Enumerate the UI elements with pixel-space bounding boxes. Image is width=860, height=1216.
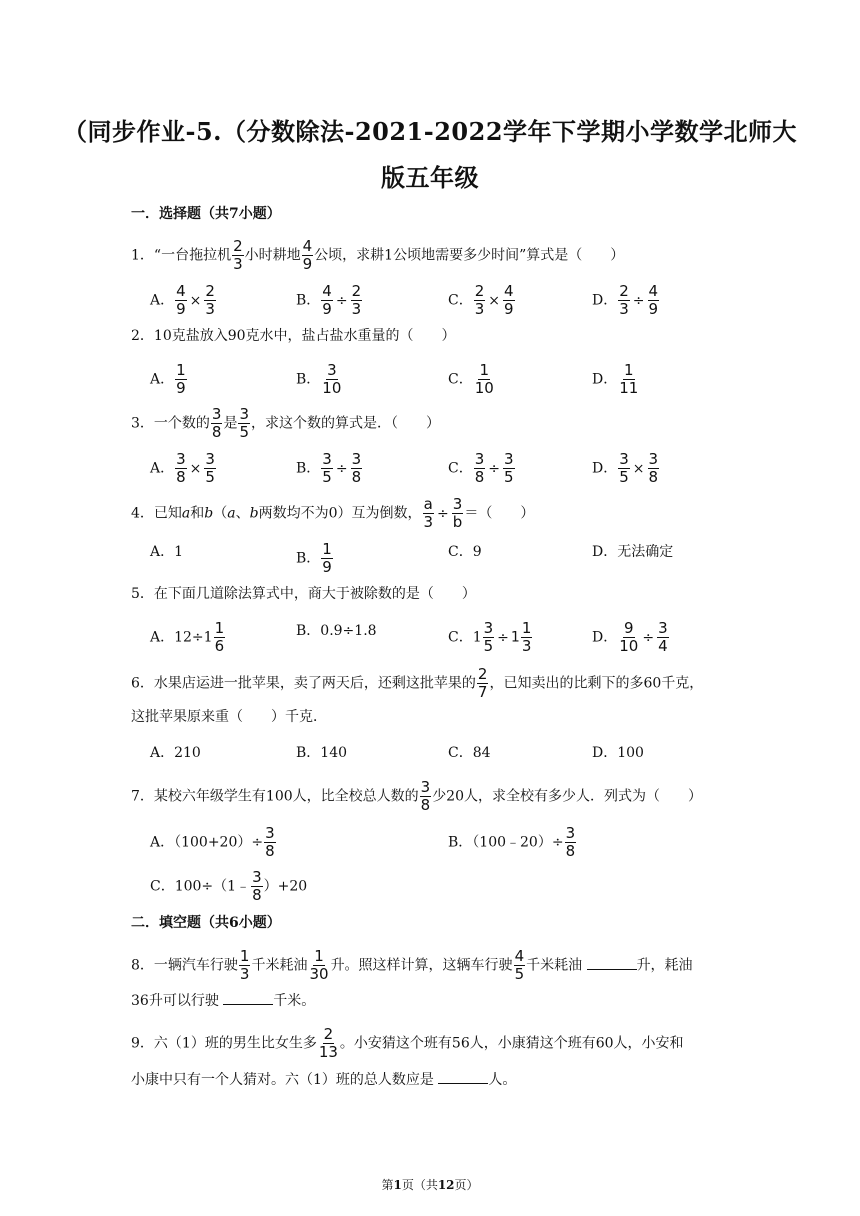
question-9-line2: 小康中只有一个人猜对。六（1）班的总人数应是 人。 <box>131 1069 516 1090</box>
answer-blank[interactable] <box>438 1069 488 1084</box>
option-6c: C．84 <box>448 745 491 761</box>
option-3b: B． $\frac{3}{5}$ ÷ $\frac{3}{8}$ <box>296 450 362 486</box>
section-heading-choice: 一．选择题（共7小题） <box>131 206 281 222</box>
answer-blank[interactable] <box>223 990 273 1005</box>
page-title-line1: （同步作业-5.（分数除法-2021-2022学年下学期小学数学北师大 <box>62 117 798 146</box>
question-2: 2．10克盐放入90克水中，盐占盐水重量的（ ） <box>131 328 456 344</box>
option-7c: C．100÷（1﹣ $\frac{3}{8}$ ）+20 <box>150 868 308 904</box>
option-7a: A．（100+20）÷ $\frac{3}{8}$ <box>150 824 275 860</box>
option-3a: A． $\frac{3}{8}$ × $\frac{3}{5}$ <box>150 450 215 486</box>
option-5a: A．12÷1 $\frac{1}{6}$ <box>150 619 225 655</box>
option-5b: B．0.9÷1.8 <box>296 623 377 639</box>
question-4: 4．已知a和b（a、b两数均不为0）互为倒数， $\frac{a}{3}$ ÷ $\frac{3}{b}$ ＝（ ） <box>131 495 535 531</box>
question-5: 5．在下面几道除法算式中，商大于被除数的是（ ） <box>131 586 476 602</box>
question-text: 公顷，求耕1公顷地需要多少时间”算式是（ ） <box>314 247 625 264</box>
section-heading-fill: 二．填空题（共6小题） <box>131 915 281 931</box>
option-7b: B．（100﹣20）÷ $\frac{3}{8}$ <box>448 824 576 860</box>
option-2c: C． $\frac{1}{10}$ <box>448 361 494 397</box>
option-1d: D． $\frac{2}{3}$ ÷ $\frac{4}{9}$ <box>592 282 659 318</box>
option-4c: C．9 <box>448 544 482 560</box>
option-4b: B． $\frac{1}{9}$ <box>296 540 332 576</box>
option-3d: D． $\frac{3}{5}$ × $\frac{3}{8}$ <box>592 450 659 486</box>
question-3: 3．一个数的 $\frac{3}{8}$ 是 $\frac{3}{5}$ ，求这个数的算式是．（ ） <box>131 405 441 441</box>
question-7: 7．某校六年级学生有100人，比全校总人数的 $\frac{3}{8}$ 少20人，求全校有多少人．列式为（ ） <box>131 778 703 814</box>
question-8-line2: 36升可以行驶 千米。 <box>131 990 315 1011</box>
option-4a: A．1 <box>150 544 184 560</box>
question-1 <box>131 239 624 272</box>
option-6a: A．210 <box>150 745 201 761</box>
fraction: $\frac{4}{9}$ <box>302 237 313 273</box>
question-6-line2: 这批苹果原来重（ ）千克． <box>131 709 327 725</box>
option-6d: D．100 <box>592 745 644 761</box>
question-9: 9．六（1）班的男生比女生多 $\frac{2}{13}$ 。小安猜这个班有56人，小康猜这个班有60人，小安和 <box>131 1025 684 1061</box>
option-5c: C．1 $\frac{3}{5}$ ÷ 1 $\frac{1}{3}$ <box>448 619 532 655</box>
option-4d: D．无法确定 <box>592 544 674 560</box>
question-8: 8．一辆汽车行驶 $\frac{1}{3}$ 千米耗油 $\frac{1}{30}$ 升。照这样计算，这辆车行驶 $\frac{4}{5}$ 千米耗油 升，耗油 <box>131 947 693 983</box>
page-title-line2: 版五年级 <box>381 163 479 192</box>
fraction: $\frac{2}{3}$ <box>233 237 243 273</box>
option-1a: A． $\frac{4}{9}$ × $\frac{2}{3}$ <box>150 282 215 318</box>
option-2d: D． $\frac{1}{11}$ <box>592 361 639 397</box>
question-text: 小时耕地 <box>244 247 301 264</box>
option-2b: B． $\frac{3}{10}$ <box>296 361 342 397</box>
question-6: 6．水果店运进一批苹果，卖了两天后，还剩这批苹果的 $\frac{2}{7}$ ，已知卖出的比剩下的多60千克， <box>131 665 704 701</box>
option-5d: D． $\frac{9}{10}$ ÷ $\frac{3}{4}$ <box>592 619 668 655</box>
answer-blank[interactable] <box>587 955 637 970</box>
option-6b: B．140 <box>296 745 348 761</box>
option-2a: A． $\frac{1}{9}$ <box>150 361 186 397</box>
question-text: 1．“一台拖拉机 <box>131 247 232 264</box>
option-3c: C． $\frac{3}{8}$ ÷ $\frac{3}{5}$ <box>448 450 514 486</box>
option-1c: C． $\frac{2}{3}$ × $\frac{4}{9}$ <box>448 282 514 318</box>
page-footer: 第1页（共12页） <box>381 1178 479 1192</box>
option-1b: B． $\frac{4}{9}$ ÷ $\frac{2}{3}$ <box>296 282 362 318</box>
